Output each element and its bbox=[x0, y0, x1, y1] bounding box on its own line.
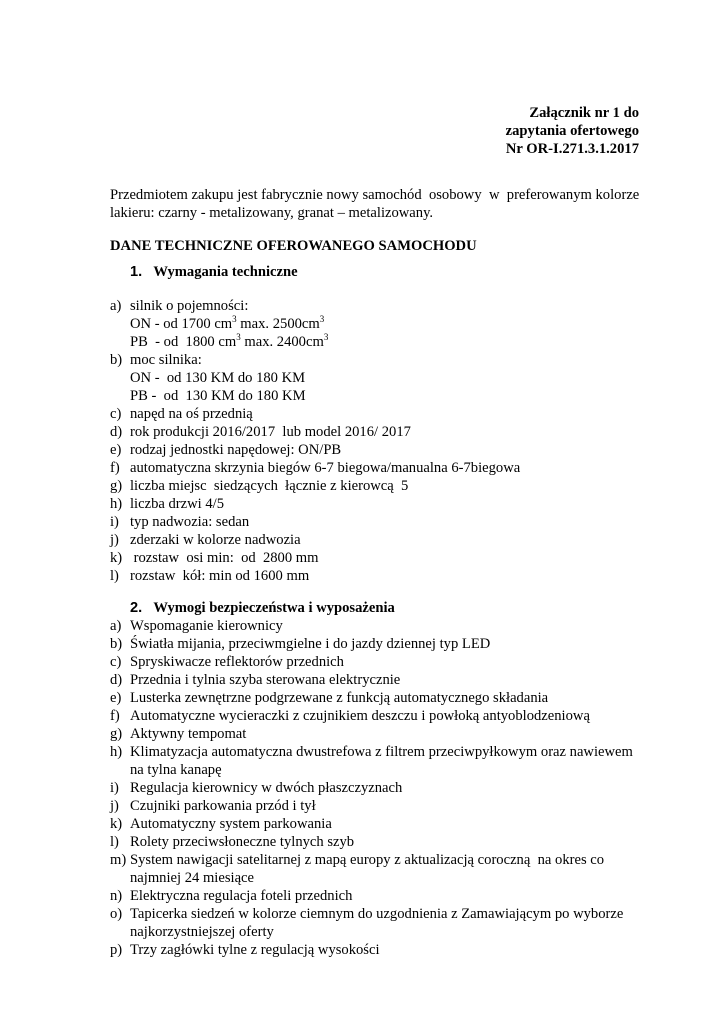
item-letter: p) bbox=[110, 942, 123, 958]
item-text: Światła mijania, przeciwmgielne i do jazdy dziennej typ LED bbox=[130, 636, 491, 652]
list-item bbox=[110, 405, 650, 423]
item-letter: b) bbox=[110, 636, 123, 652]
list-item bbox=[110, 617, 650, 635]
item-text: rodzaj jednostki napędowej: ON/PB bbox=[130, 442, 342, 458]
item-letter: i) bbox=[110, 780, 119, 796]
item-text: Regulacja kierownicy w dwóch płaszczyznach bbox=[130, 780, 403, 796]
engine-on-capacity: ON - od 1700 $cm^3$ max. $2500cm^3$ bbox=[130, 314, 325, 332]
list-item bbox=[110, 671, 650, 689]
section-2-heading bbox=[130, 599, 395, 617]
list-item bbox=[110, 441, 650, 459]
section-2-number: 2. bbox=[130, 600, 143, 616]
item-letter: h) bbox=[110, 496, 123, 512]
section-1-heading bbox=[130, 263, 298, 281]
item-letter: a) bbox=[110, 618, 122, 634]
list-item bbox=[110, 297, 650, 315]
header-line-3: Nr OR-I.271.3.1.2017 bbox=[505, 141, 639, 157]
item-letter: c) bbox=[110, 406, 122, 422]
list-item bbox=[110, 513, 650, 531]
item-letter: k) bbox=[110, 550, 123, 566]
item-text: Elektryczna regulacja foteli przednich bbox=[130, 888, 353, 904]
section-1-title: Wymagania techniczne bbox=[153, 264, 298, 280]
item-text: moc silnika: bbox=[130, 352, 202, 368]
item-letter: f) bbox=[110, 460, 120, 476]
item-text: rozstaw kół: min od 1600 mm bbox=[130, 568, 310, 584]
list-item bbox=[110, 779, 650, 797]
item-text: Czujniki parkowania przód i tył bbox=[130, 798, 316, 814]
list-item bbox=[110, 707, 650, 725]
list-item bbox=[110, 941, 650, 959]
list-item bbox=[110, 743, 650, 779]
section-1-number: 1. bbox=[130, 264, 143, 280]
section-2-list bbox=[110, 617, 650, 959]
list-item bbox=[110, 851, 650, 887]
item-text: Aktywny tempomat bbox=[130, 726, 247, 742]
list-item bbox=[110, 905, 650, 941]
item-text: napęd na oś przednią bbox=[130, 406, 253, 422]
list-item bbox=[110, 689, 650, 707]
list-item bbox=[110, 459, 650, 477]
item-letter: k) bbox=[110, 816, 123, 832]
item-text: silnik o pojemności: bbox=[130, 298, 249, 314]
item-letter: j) bbox=[110, 532, 119, 548]
item-text: Rolety przeciwsłoneczne tylnych szyb bbox=[130, 834, 355, 850]
list-item bbox=[110, 653, 650, 671]
intro-line-1: Przedmiotem zakupu jest fabrycznie nowy samochód osobowy w preferowanym kolorze bbox=[110, 187, 640, 203]
item-letter: f) bbox=[110, 708, 120, 724]
item-text: Automatyczny system parkowania bbox=[130, 816, 332, 832]
item-text: rozstaw osi min: od 2800 mm bbox=[130, 550, 319, 566]
list-item bbox=[110, 725, 650, 743]
header-line-1: Załącznik nr 1 do bbox=[529, 105, 639, 121]
list-item bbox=[110, 477, 650, 495]
item-letter: g) bbox=[110, 478, 123, 494]
item-text: Tapicerka siedzeń w kolorze ciemnym do uzgodnienia z Zamawiającym po wyborze najkorzystniejszej oferty bbox=[130, 906, 624, 940]
item-text: Przednia i tylnia szyba sterowana elektrycznie bbox=[130, 672, 401, 688]
item-letter: b) bbox=[110, 352, 123, 368]
list-item bbox=[110, 635, 650, 653]
section-1-list bbox=[110, 297, 650, 585]
item-letter: l) bbox=[110, 568, 119, 584]
item-text: Spryskiwacze reflektorów przednich bbox=[130, 654, 344, 670]
item-letter: d) bbox=[110, 424, 123, 440]
list-item bbox=[110, 567, 650, 585]
intro-paragraph bbox=[110, 186, 640, 222]
item-text: Automatyczne wycieraczki z czujnikiem deszczu i powłoką antyoblodzeniową bbox=[130, 708, 590, 724]
item-text: rok produkcji 2016/2017 lub model 2016/ 2017 bbox=[130, 424, 411, 440]
header-line-2: zapytania ofertowego bbox=[505, 123, 639, 139]
item-letter: e) bbox=[110, 442, 122, 458]
intro-line-2: lakieru: czarny - metalizowany, granat – metalizowany. bbox=[110, 205, 434, 221]
list-item bbox=[110, 549, 650, 567]
item-letter: o) bbox=[110, 906, 123, 922]
item-text: System nawigacji satelitarnej z mapą europy z aktualizacją coroczną na okres co najmniej 24 miesiące bbox=[130, 852, 605, 886]
power-pb: PB - od 130 KM do 180 KM bbox=[130, 388, 306, 404]
power-on: ON - od 130 KM do 180 KM bbox=[130, 370, 306, 386]
section-2-title: Wymogi bezpieczeństwa i wyposażenia bbox=[153, 600, 395, 616]
item-letter: j) bbox=[110, 798, 119, 814]
item-text: automatyczna skrzynia biegów 6-7 biegowa/manualna 6-7biegowa bbox=[130, 460, 521, 476]
list-item bbox=[110, 797, 650, 815]
list-item bbox=[110, 351, 650, 369]
list-item bbox=[110, 495, 650, 513]
item-letter: m) bbox=[110, 852, 127, 868]
list-item bbox=[110, 815, 650, 833]
item-letter: c) bbox=[110, 654, 122, 670]
list-item bbox=[110, 531, 650, 549]
item-text: Lusterka zewnętrzne podgrzewane z funkcją automatycznego składania bbox=[130, 690, 549, 706]
list-item bbox=[110, 887, 650, 905]
document-title: DANE TECHNICZNE OFEROWANEGO SAMOCHODU bbox=[110, 238, 477, 254]
item-letter: e) bbox=[110, 690, 122, 706]
item-letter: d) bbox=[110, 672, 123, 688]
item-text: liczba drzwi 4/5 bbox=[130, 496, 225, 512]
item-letter: h) bbox=[110, 744, 123, 760]
item-letter: g) bbox=[110, 726, 123, 742]
item-letter: n) bbox=[110, 888, 123, 904]
engine-pb-capacity: PB - od 1800 $cm^3$ max. $2400cm^3$ bbox=[130, 332, 329, 350]
item-text: liczba miejsc siedzących łącznie z kierowcą 5 bbox=[130, 478, 409, 494]
item-text: typ nadwozia: sedan bbox=[130, 514, 250, 530]
item-letter: l) bbox=[110, 834, 119, 850]
list-item bbox=[110, 423, 650, 441]
item-letter: a) bbox=[110, 298, 122, 314]
item-letter: i) bbox=[110, 514, 119, 530]
attachment-header bbox=[506, 104, 639, 158]
item-text: Klimatyzacja automatyczna dwustrefowa z filtrem przeciwpyłkowym oraz nawiewem na tylna kanapę bbox=[130, 744, 633, 778]
item-text: Trzy zagłówki tylne z regulacją wysokości bbox=[130, 942, 380, 958]
item-text: Wspomaganie kierownicy bbox=[130, 618, 283, 634]
list-item bbox=[110, 833, 650, 851]
item-text: zderzaki w kolorze nadwozia bbox=[130, 532, 301, 548]
